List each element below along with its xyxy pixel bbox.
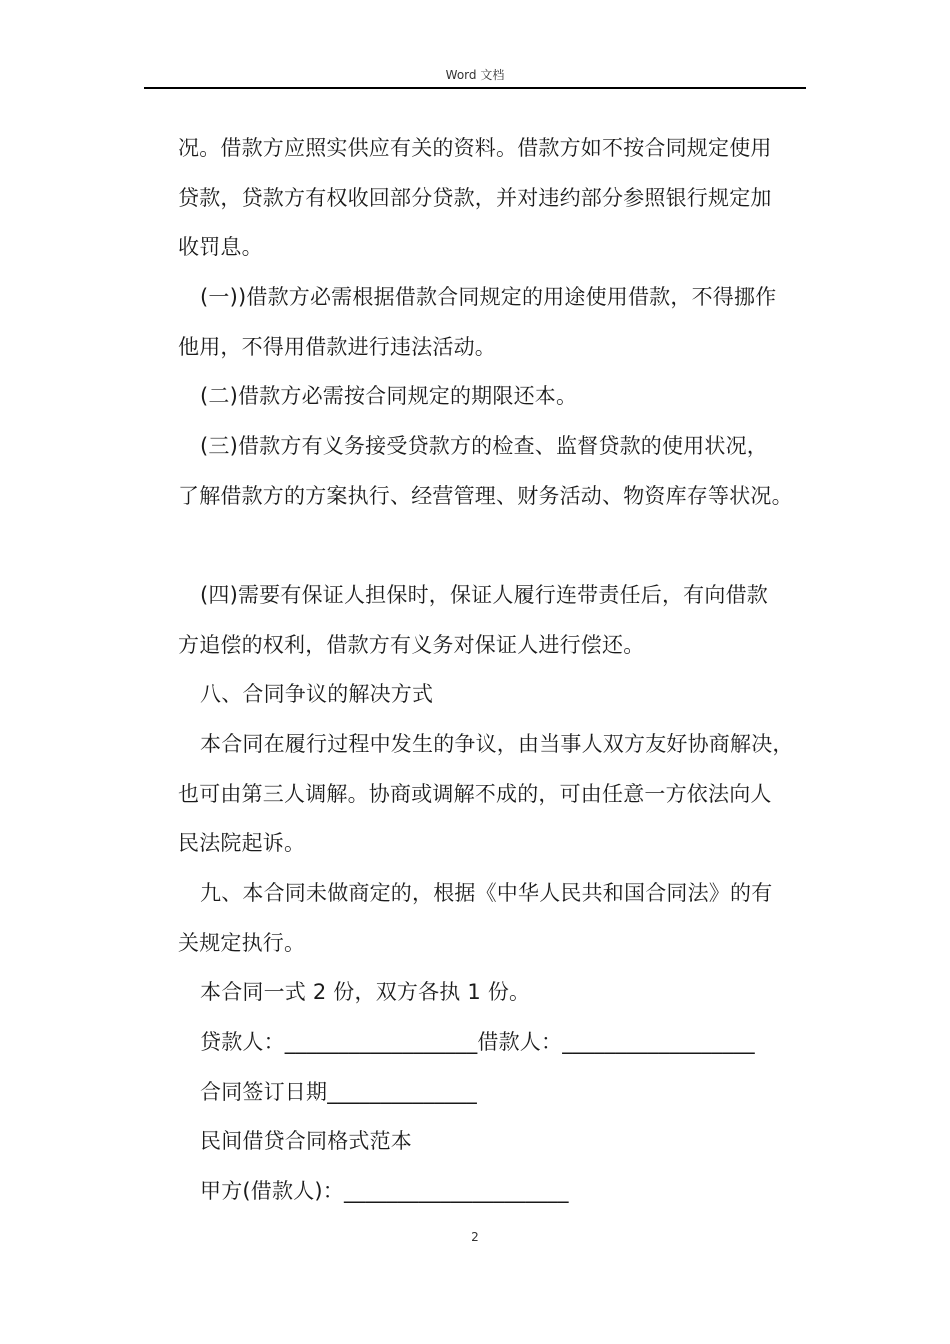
text-line: 收罚息。 — [178, 235, 263, 259]
text-line: (一))借款方必需根据借款合同规定的用途使用借款，不得挪作 — [200, 285, 777, 309]
page-header: Word 文档 — [445, 68, 505, 82]
text-line: (二)借款方必需按合同规定的期限还本。 — [200, 384, 578, 408]
text-line: 本合同一式 2 份，双方各执 1 份。 — [200, 980, 531, 1004]
text-line: 方追偿的权利，借款方有义务对保证人进行偿还。 — [178, 633, 645, 657]
text-line: 关规定执行。 — [178, 931, 306, 955]
section-heading: 八、合同争议的解决方式 — [200, 682, 434, 706]
party-line: 甲方(借款人)：_____________________ — [200, 1179, 569, 1203]
text-line: 本合同在履行过程中发生的争议，由当事人双方友好协商解决， — [200, 732, 794, 756]
text-line: 了解借款方的方案执行、经营管理、财务活动、物资库存等状况。 — [178, 484, 793, 508]
text-line: 况。借款方应照实供应有关的资料。借款方如不按合同规定使用 — [178, 136, 772, 160]
text-line: 他用，不得用借款进行违法活动。 — [178, 335, 496, 359]
text-line: 也可由第三人调解。协商或调解不成的，可由任意一方依法向人 — [178, 782, 772, 806]
section-heading: 民间借贷合同格式范本 — [200, 1129, 412, 1153]
date-line: 合同签订日期______________ — [200, 1080, 477, 1104]
text-line: (三)借款方有义务接受贷款方的检查、监督贷款的使用状况， — [200, 434, 768, 458]
header-rule — [144, 87, 806, 89]
text-line: 九、本合同未做商定的，根据《中华人民共和国合同法》的有 — [200, 881, 773, 905]
text-line: 贷款，贷款方有权收回部分贷款，并对违约部分参照银行规定加 — [178, 186, 772, 210]
signature-line: 贷款人：__________________借款人：__________________ — [200, 1030, 755, 1054]
text-line: (四)需要有保证人担保时，保证人履行连带责任后，有向借款 — [200, 583, 768, 607]
text-line: 民法院起诉。 — [178, 831, 306, 855]
page-number: 2 — [471, 1230, 479, 1244]
